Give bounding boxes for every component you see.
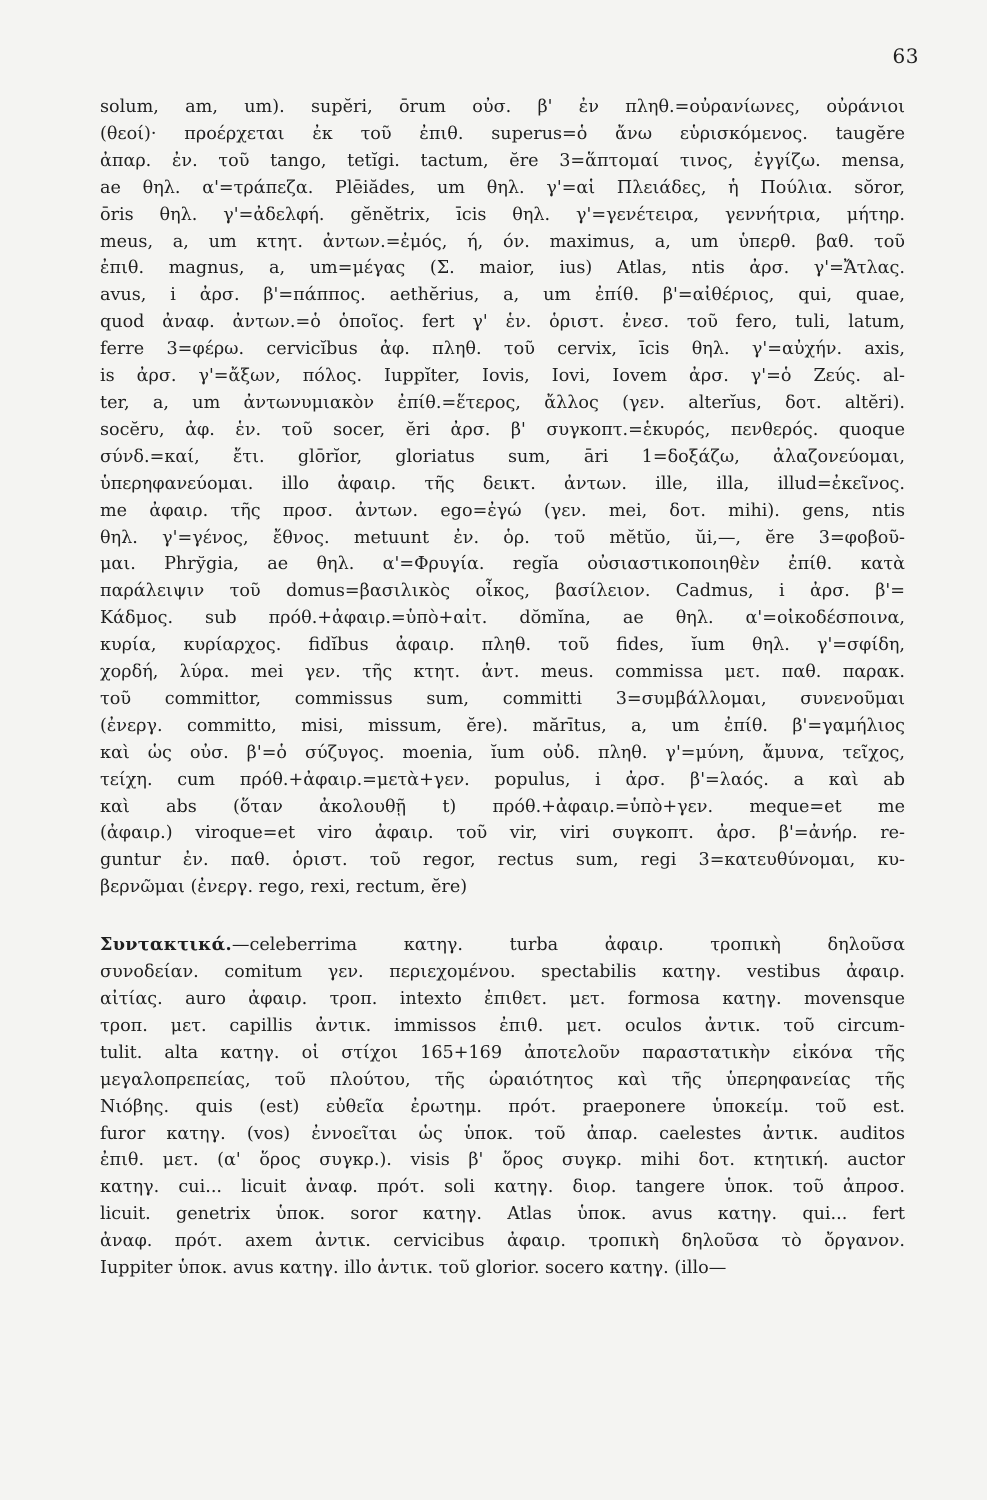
page-number: 63: [892, 44, 919, 68]
text-line: μαι. Phrўgia, ae θηλ. α'=Φρυγία. regĭa οὐσιαστικοποιηθὲν ἐπίθ. κατὰ: [100, 554, 905, 575]
text-line: ἐπιθ. μετ. (α' ὅρος συγκρ.). visis β' ὅρος συγκρ. mihi δοτ. κτητική. auctor: [100, 1150, 905, 1171]
text-line: guntur ἐν. παθ. ὁριστ. τοῦ regor, rectus sum, regi 3=κατευθύνομαι, κυ-: [100, 850, 905, 871]
syntax-first-line: [100, 932, 905, 959]
text-line: (ἐνεργ. committo, misi, missum, ĕre). mărītus, a, um ἐπίθ. β'=γαμήλιος: [100, 715, 905, 736]
text-line: ferre 3=φέρω. cervicĭbus ἀφ. πληθ. τοῦ cervix, īcis θηλ. γ'=αὐχήν. axis,: [100, 339, 905, 360]
text-line: σύνδ.=καί, ἔτι. glōrĭor, gloriatus sum, āri 1=δοξάζω, ἀλαζονεύομαι,: [100, 446, 905, 467]
text-line: Κάδμος. sub πρόθ.+ἀφαιρ.=ὑπὸ+αἰτ. dŏmĭna, ae θηλ. α'=οἰκοδέσποινα,: [100, 608, 905, 629]
text-line: ἀναφ. πρότ. axem ἀντικ. cervicibus ἀφαιρ. τροπικὴ δηλοῦσα τὸ ὄργανον.: [100, 1231, 905, 1252]
vocabulary-section: [100, 94, 905, 901]
page-body: [100, 94, 905, 1282]
text-line: Νιόβης. quis (est) εὐθεῖα ἐρωτημ. πρότ. praeponere ὑποκείμ. τοῦ est.: [100, 1096, 905, 1117]
text-line: τείχη. cum πρόθ.+ἀφαιρ.=μετὰ+γεν. populus, i ἀρσ. β'=λαός. a καὶ ab: [100, 769, 905, 790]
text-line: κατηγ. cui... licuit ἀναφ. πρότ. soli κατηγ. διορ. tangere ὑποκ. τοῦ ἀπροσ.: [100, 1177, 905, 1198]
text-line: αἰτίας. auro ἀφαιρ. τροπ. intexto ἐπιθετ. μετ. formosa κατηγ. movensque: [100, 989, 905, 1009]
text-line: θηλ. γ'=γένος, ἔθνος. metuunt ἐν. ὁρ. τοῦ mĕtŭo, ŭi,—, ĕre 3=φοβοῦ-: [100, 527, 905, 548]
text-line: (θεοί)· προέρχεται ἐκ τοῦ ἐπιθ. superus=ὁ ἄνω εὑρισκόμενος. taugĕre: [100, 123, 905, 144]
text-line: ōris θηλ. γ'=ἀδελφή. gĕnĕtrix, īcis θηλ. γ'=γενέτειρα, γεννήτρια, μήτηρ.: [100, 204, 905, 225]
text-line: avus, i ἀρσ. β'=πάππος. aethĕrius, a, um ἐπίθ. β'=αἰθέριος, qui, quae,: [100, 285, 905, 306]
text-line: συνοδείαν. comitum γεν. περιεχομένου. spectabilis κατηγ. vestibus ἀφαιρ.: [100, 962, 905, 983]
text-line: is ἀρσ. γ'=ἄξων, πόλος. Iuppĭter, Iovis, Iovi, Iovem ἀρσ. γ'=ὁ Ζεύς. al-: [100, 366, 905, 387]
text-line: socĕrυ, ἀφ. ἑν. τοῦ socer, ĕri ἀρσ. β' συγκοπτ.=ἑκυρός, πενθερός. quoque: [100, 419, 905, 440]
text-line: ter, a, um ἀντωνυμιακὸν ἐπίθ.=ἕτερος, ἄλλος (γεν. alterĭus, δοτ. altĕri).: [100, 392, 905, 413]
syntax-heading: Συντακτικά.: [100, 934, 232, 956]
text-line: Iuppiter ὑποκ. avus κατηγ. illo ἀντικ. τοῦ glorior. socero κατηγ. (illo—: [100, 1258, 727, 1279]
text-line: ὑπερηφανεύομαι. illo ἀφαιρ. τῆς δεικτ. ἀντων. ille, illa, illud=ἐκεῖνος.: [100, 473, 905, 494]
text-line: quod ἀναφ. ἀντων.=ὁ ὁποῖος. fert γ' ἑν. ὁριστ. ἐνεσ. τοῦ fero, tuli, latum,: [100, 312, 905, 333]
text-line: καὶ abs (ὅταν ἀκολουθῇ t) πρόθ.+ἀφαιρ.=ὑπὸ+γεν. meque=et me: [100, 796, 905, 817]
text-line: —celeberrima κατηγ. turba ἀφαιρ. τροπικὴ δηλοῦσα: [231, 935, 905, 956]
text-line: ae θηλ. α'=τράπεζα. Plēiădes, um θηλ. γ'=αἱ Πλειάδες, ἡ Πούλια. sŏror,: [100, 177, 905, 198]
text-line: licuit. genetrix ὑποκ. soror κατηγ. Atlas ὑποκ. avus κατηγ. qui... fert: [100, 1204, 905, 1225]
text-line: βερνῶμαι (ἐνεργ. rego, rexi, rectum, ĕre): [100, 877, 468, 898]
text-line: (ἀφαιρ.) viroque=et viro ἀφαιρ. τοῦ vir, viri συγκοπτ. ἀρσ. β'=ἀνήρ. re-: [100, 823, 905, 844]
text-line: καὶ ὡς οὐσ. β'=ὁ σύζυγος. moenia, ĭum οὐδ. πληθ. γ'=μύνη, ἄμυνα, τεῖχος,: [100, 742, 905, 763]
text-line: tulit. alta κατηγ. οἱ στίχοι 165+169 ἀποτελοῦν παραστατικὴν εἰκόνα τῆς: [100, 1042, 905, 1063]
text-line: me ἀφαιρ. τῆς προσ. ἀντων. ego=ἐγώ (γεν. mei, δοτ. mihi). gens, ntis: [100, 500, 905, 521]
text-line: τροπ. μετ. capillis ἀντικ. immissos ἐπιθ. μετ. oculos ἀντικ. τοῦ circum-: [100, 1015, 905, 1036]
text-line: κυρία, κυρίαρχος. fidĭbus ἀφαιρ. πληθ. τοῦ fides, ĭum θηλ. γ'=σφίδη,: [100, 635, 905, 656]
syntax-section: [100, 932, 905, 1282]
text-line: ἐπιθ. magnus, a, um=μέγας (Σ. maior, ius) Atlas, ntis ἀρσ. γ'=Ἄτλας.: [100, 258, 905, 279]
text-line: furor κατηγ. (vos) ἐννοεῖται ὡς ὑποκ. τοῦ ἀπαρ. caelestes ἀντικ. auditos: [100, 1123, 905, 1144]
text-line: μεγαλοπρεπείας, τοῦ πλούτου, τῆς ὡραιότητος καὶ τῆς ὑπερηφανείας τῆς: [100, 1069, 905, 1090]
text-line: ἀπαρ. ἐν. τοῦ tango, tetĭgi. tactum, ĕre 3=ἅπτομαί τινος, ἐγγίζω. mensa,: [100, 150, 905, 171]
text-line: χορδή, λύρα. mei γεν. τῆς κτητ. ἀντ. meus. commissa μετ. παθ. παρακ.: [100, 662, 905, 683]
text-line: meus, a, um κτητ. ἀντων.=ἐμός, ή, όν. maximus, a, um ὑπερθ. βαθ. τοῦ: [100, 231, 905, 252]
text-line: τοῦ committor, commissus sum, committi 3=συμβάλλομαι, συνενοῦμαι: [100, 688, 905, 709]
text-line: solum, am, um). supĕri, ōrum οὐσ. β' ἐν πληθ.=οὐρανίωνες, οὐράνιοι: [100, 97, 905, 117]
text-line: παράλειψιν τοῦ domus=βασιλικὸς οἶκος, βασίλειον. Cadmus, i ἀρσ. β'=: [100, 581, 905, 602]
